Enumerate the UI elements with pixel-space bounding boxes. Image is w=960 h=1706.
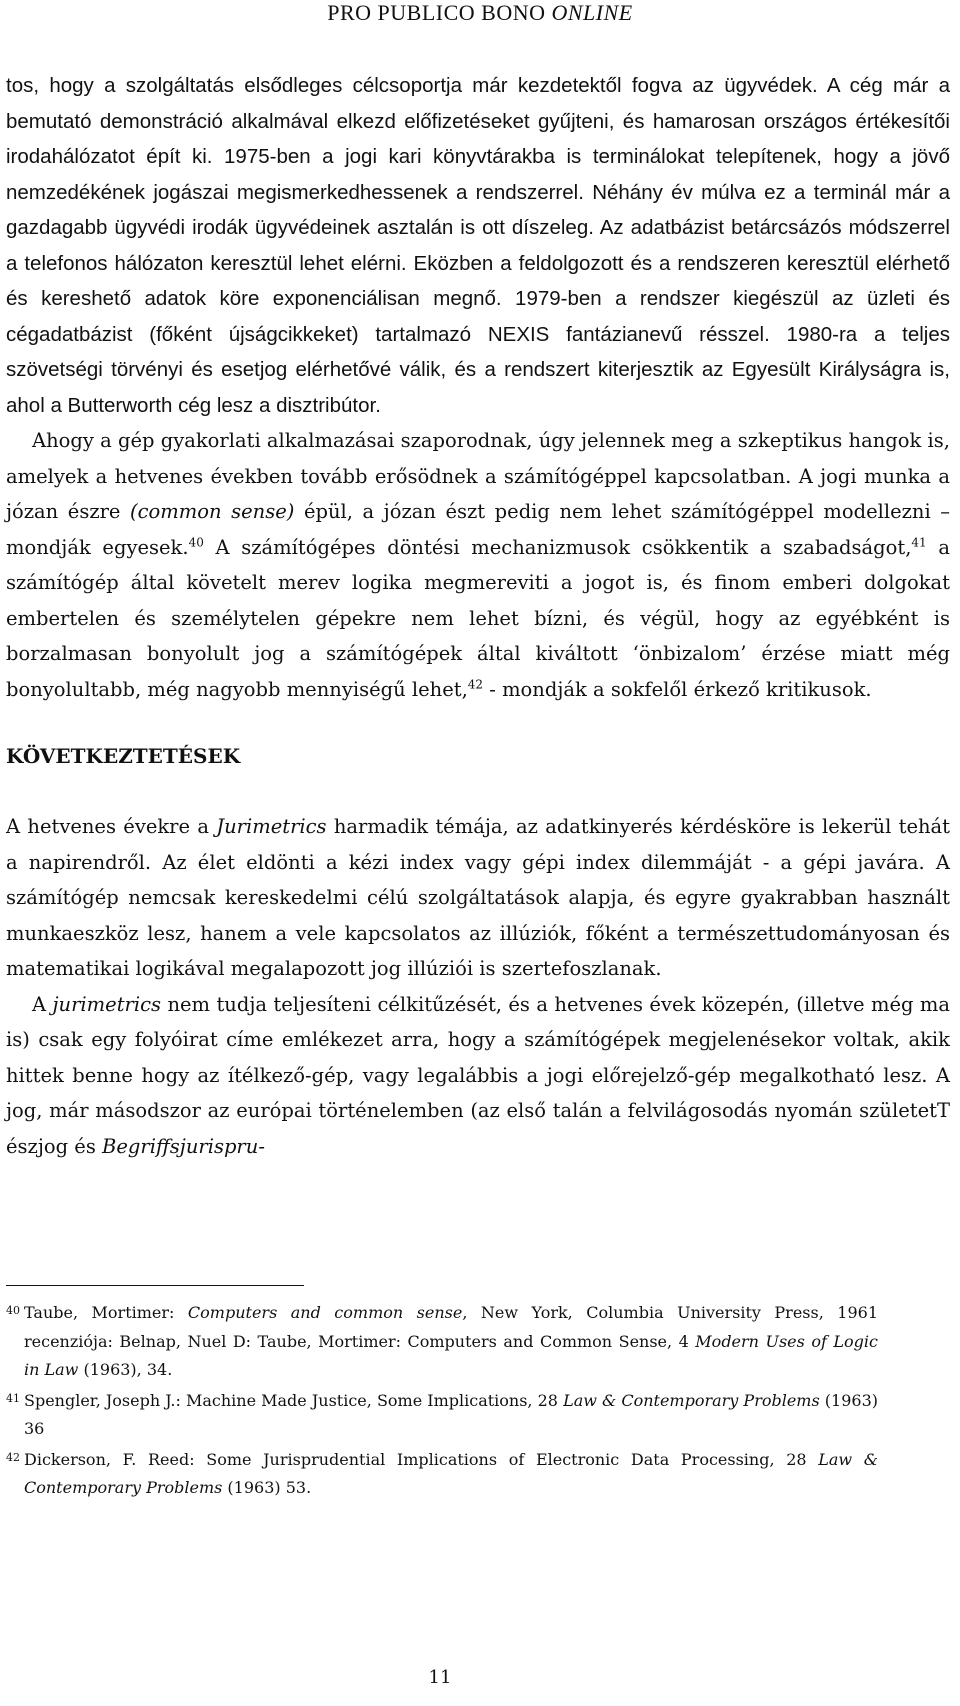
footnote-text: Taube, Mortimer:	[24, 1303, 188, 1322]
page-number: 11	[428, 1667, 452, 1688]
footnote-number: 40	[6, 1304, 20, 1317]
paragraph-4-text-b: nem tudja teljesíteni célkitűzését, és a hetvenes évek közepén, (illetve még ma is) csak egy folyóirat címe emlékezet arra, hogy a számítógépek megjelenésekor voltak, akik hittek benne hogy az ítélkező-gép, vagy legalábbis a jogi előrejelző-gép megalkotható lesz. A jog, már másodszor az európai történelemben (az első talán a felvilágosodás nyomán születetT észjog és	[6, 992, 951, 1158]
footnote-ref-42[interactable]: 42	[467, 677, 484, 691]
body-text	[6, 68, 950, 1164]
footnote-ref-41[interactable]: 41	[911, 535, 927, 549]
footnote-number: 42	[6, 1450, 20, 1464]
paragraph-2-text-b: épül, a józan észt pedig nem lehet számítógéppel modellezni – mondják egyesek.	[6, 500, 950, 559]
paragraph-2-text-a: Ahogy a gép gyakorlati alkalmazásai szaporodnak, úgy jelennek meg a szkeptikus hangok is, amelyek a hetvenes években tovább erősödnek a számítógéppel kapcsolatban. A jogi munka a józan észre	[6, 429, 950, 523]
footnote-text: Spengler, Joseph J.: Machine Made Justice, Some Implications, 28	[24, 1390, 564, 1410]
paragraph-4	[6, 987, 950, 1165]
footnote-italic: Computers and common sense	[187, 1303, 463, 1322]
paragraph-3-text-a: A hetvenes évekre a	[6, 815, 217, 838]
paragraph-2-text-c: A számítógépes döntési mechanizmusok csökkentik a szabadságot,	[203, 535, 912, 559]
footnote-41	[6, 1385, 878, 1444]
footnote-italic: Law & Contemporary Problems	[24, 1449, 879, 1497]
paragraph-4-text-a: A	[32, 992, 53, 1016]
paragraph-1: tos, hogy a szolgáltatás elsődleges célcsoportja már kezdetektől fogva az ügyvédek. A cég már a bemutató demonstráció alkalmával elkezd előfizetéseket gyűjteni, és hamarosan országos értékesítői irodahálózatot épít ki. 1975-ben a jogi kari könyvtárakba is terminálokat telepítenek, hogy a jövő nemzedékének jogászai megismerkedhessenek a rendszerrel. Néhány év múlva ez a terminál már a gazdagabb ügyvédi irodák ügyvédeinek asztalán is ott díszeleg. Az adatbázist betárcsázós módszerrel a telefonos hálózaton keresztül lehet elérni. Eközben a feldolgozott és a rendszeren keresztül elérhető és kereshető adatok köre exponenciálisan megnő. 1979-ben a rendszer kiegészül az üzleti és cégadatbázist (főként újságcikkeket) tartalmazó NEXIS fantázianevű résszel. 1980-ra a teljes szövetségi törvényi és esetjog elérhetővé válik, és a rendszert kiterjesztik az Egyesült Királyságra is, ahol a Butterworth cég lesz a disztribútor.	[6, 74, 950, 417]
footnote-divider	[6, 1285, 304, 1286]
paragraph-3-italic: Jurimetrics	[216, 815, 327, 838]
footnote-italic: Law & Contemporary Problems	[563, 1390, 820, 1410]
footnote-42	[6, 1444, 878, 1503]
footnote-text: (1963) 36	[24, 1390, 878, 1438]
paragraph-2-italic: (common sense)	[130, 500, 295, 523]
footnote-40	[6, 1297, 878, 1385]
running-header	[0, 0, 960, 26]
publication-online: ONLINE	[551, 0, 633, 25]
paragraph-2-text-e: - mondják a sokfelől érkező kritikusok.	[483, 677, 872, 701]
footnote-text: (1963) 53.	[222, 1478, 312, 1497]
footnote-number: 41	[6, 1391, 20, 1405]
footnote-text: (1963), 34.	[78, 1360, 173, 1379]
footnote-text: Dickerson, F. Reed: Some Jurisprudential Implications of Electronic Data Processing, 28	[24, 1449, 819, 1469]
paragraph-2-text-d: a számítógép által követelt merev logika megmereviti a jogot is, és finom emberi dolgokat embertelen és személytelen gépekre nem lehet bízni, és végül, hogy az egyébként is borzalmasan bonyolult jog a számítógépek által kiváltott ‘önbizalom’ érzése miatt még bonyolultabb, még nagyobb mennyiségű lehet,	[6, 535, 950, 701]
paragraph-4-italic-2: Begriffsjurispru-	[102, 1134, 265, 1158]
footnote-ref-40[interactable]: 40	[188, 535, 204, 549]
paragraph-4-italic: jurimetrics	[52, 992, 162, 1016]
footnote-italic: Modern Uses of Logic in Law	[24, 1331, 878, 1379]
section-heading: KÖVETKEZTETÉSEK	[6, 744, 241, 768]
footnotes	[6, 1297, 878, 1503]
paragraph-3-text-b: harmadik témája, az adatkinyerés kérdésköre is lekerül tehát a napirendről. Az élet eldönti a kézi index vagy gépi index dilemmáját - a gépi javára. A számítógép nemcsak kereskedelmi célú szolgáltatások alapja, és egyre gyakrabban használt munkaeszköz lesz, hanem a vele kapcsolatos az illúziók, főként a természettudományosan és matematikai logikával megalapozott jog illúziói is szertefoszlanak.	[6, 815, 951, 980]
paragraph-2	[6, 423, 950, 707]
footnote-text: , New York, Columbia University Press, 1961 recenziója: Belnap, Nuel D: Taube, Mortimer: Computers and Common Sense, 4	[24, 1303, 878, 1351]
publication-title: PRO PUBLICO BONO	[327, 0, 546, 25]
paragraph-3	[6, 809, 950, 987]
